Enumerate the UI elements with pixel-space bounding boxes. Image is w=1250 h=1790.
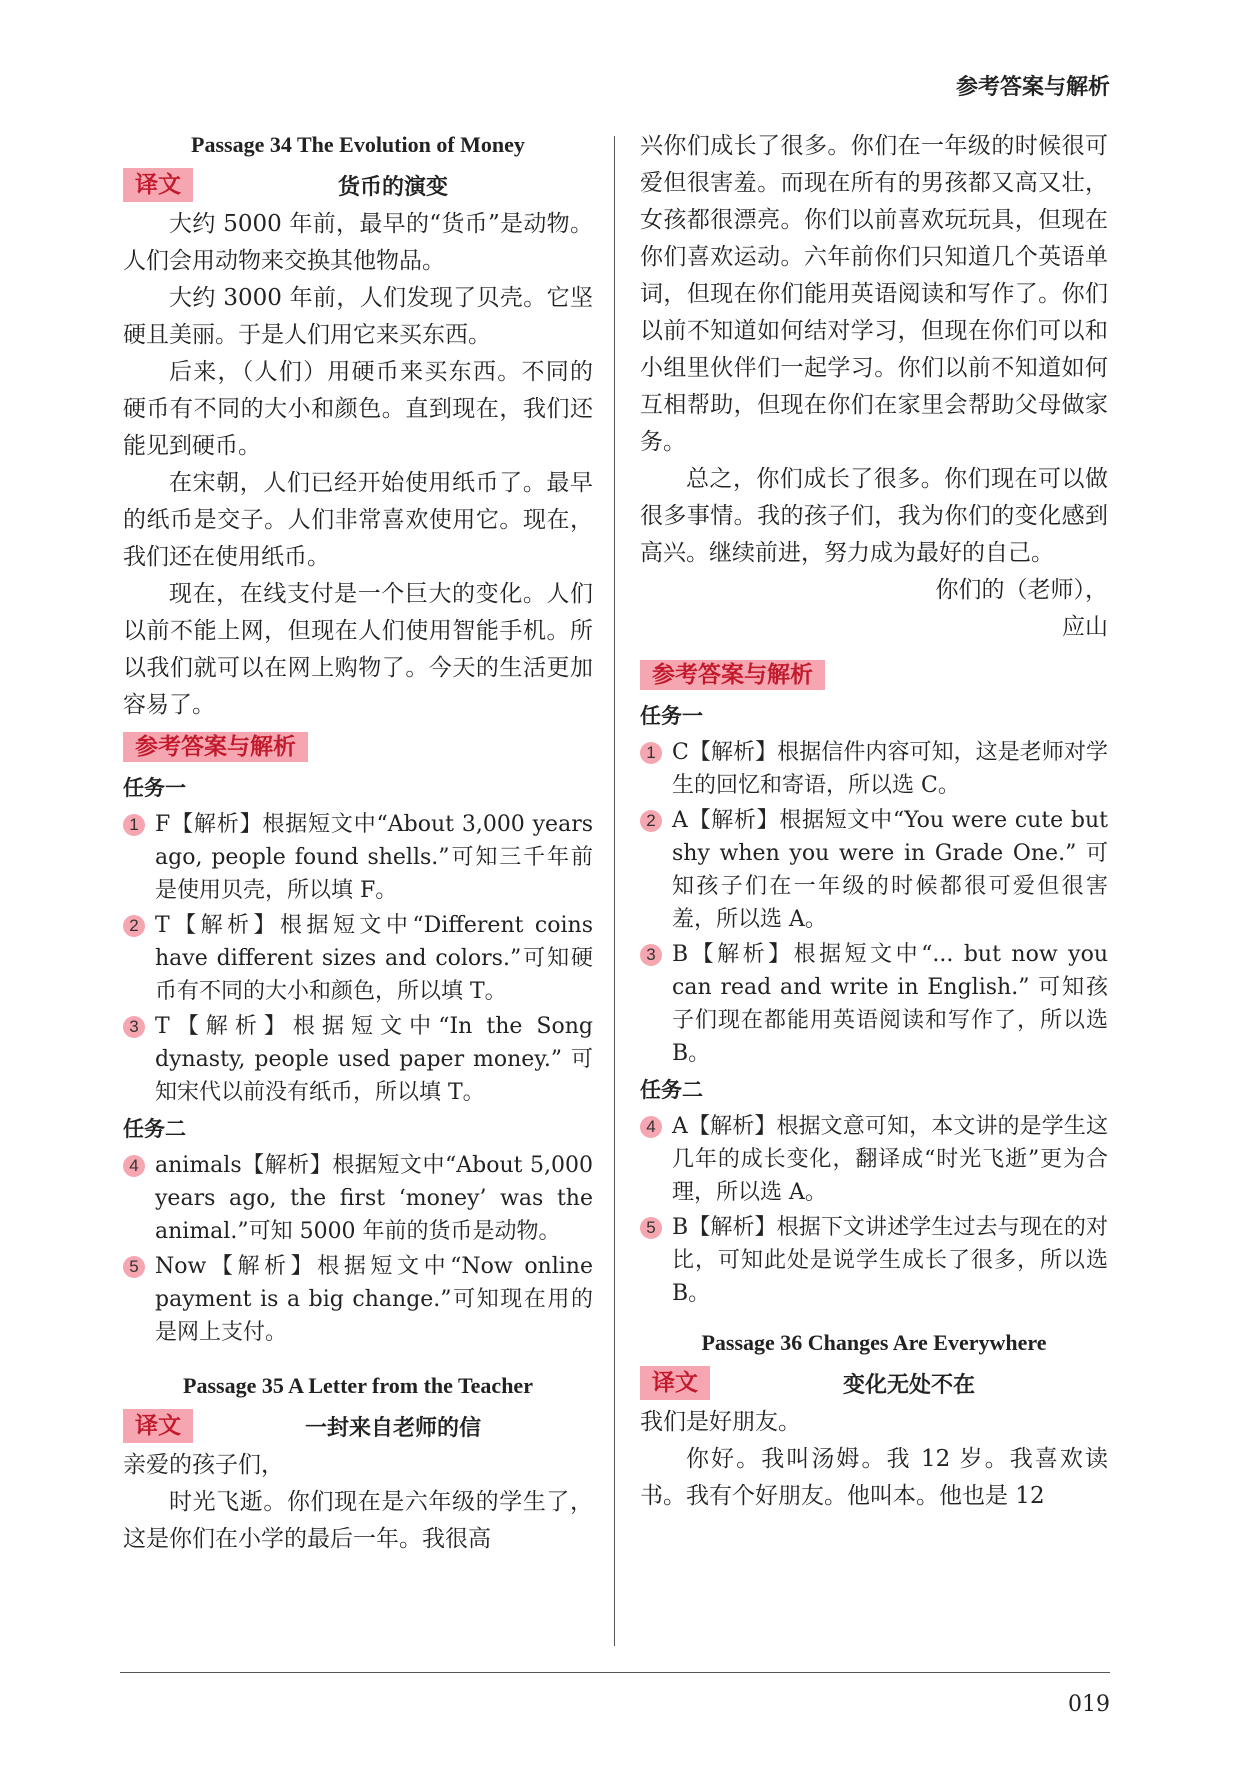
letter-paragraph: 时光飞逝。你们现在是六年级的学生了，这是你们在小学的最后一年。我很高 <box>123 1489 593 1552</box>
letter-signature-name: 应山 <box>1062 614 1108 640</box>
item-text: Now【解析】根据短文中“Now online payment is a big change.”可知现在用的是网上支付。 <box>155 1254 593 1345</box>
item-number: 5 <box>123 1256 145 1278</box>
item-number: 1 <box>640 742 662 764</box>
item-number: 3 <box>123 1016 145 1038</box>
page-number: 019 <box>1068 1692 1110 1717</box>
translation-paragraph: 现在，在线支付是一个巨大的变化。人们以前不能上网，但现在人们使用智能手机。所以我们就可以在网上购物了。今天的生活更加容易了。 <box>123 581 593 718</box>
item-number: 4 <box>123 1155 145 1177</box>
translation-title: 一封来自老师的信 <box>304 1415 481 1441</box>
answer-item <box>123 909 593 1008</box>
translation-tag: 译文 <box>123 1409 193 1443</box>
answers-tag: 参考答案与解析 <box>123 732 308 762</box>
answer-item <box>640 804 1108 936</box>
translation-paragraph: 在宋朝，人们已经开始使用纸币了。最早的纸币是交子。人们非常喜欢使用它。现在，我们还在使用纸币。 <box>123 470 593 570</box>
translation-paragraph: 后来，（人们）用硬币来买东西。不同的硬币有不同的大小和颜色。直到现在，我们还能见到硬币。 <box>123 359 593 459</box>
item-text: T【解析】根据短文中“Different coins have different sizes and colors.”可知硬币有不同的大小和颜色，所以填 T。 <box>155 913 593 1004</box>
answer-item <box>123 1149 593 1248</box>
column-divider <box>614 136 615 1646</box>
passage-35-translation-heading <box>123 1407 593 1445</box>
answer-item <box>123 1010 593 1109</box>
passage-36-title: Passage 36 Changes Are Everywhere <box>701 1330 1047 1355</box>
item-number: 5 <box>640 1217 662 1239</box>
translation-paragraph: 大约 5000 年前，最早的“货币”是动物。人们会用动物来交换其他物品。 <box>123 211 593 274</box>
letter-signature-line: 你们的（老师）， <box>935 577 1108 603</box>
running-header: 参考答案与解析 <box>955 75 1110 100</box>
item-text: T【解析】根据短文中“In the Song dynasty, people used paper money.” 可知宋代以前没有纸币，所以填 T。 <box>155 1014 593 1105</box>
letter-paragraph: 兴你们成长了很多。你们在一年级的时候很可爱但很害羞。而现在所有的男孩都又高又壮，女孩都很漂亮。你们以前喜欢玩玩具，但现在你们喜欢运动。六年前你们只知道几个英语单词，但现在你们能用英语阅读和写作了。你们以前不知道如何结对学习，但现在你们可以和小组里伙伴们一起学习。你们以前不知道如何互相帮助，但现在你们在家里会帮助父母做家务。 <box>640 133 1108 455</box>
translation-tag: 译文 <box>123 168 193 202</box>
item-text: F【解析】根据短文中“About 3,000 years ago, people found shells.”可知三千年前是使用贝壳，所以填 F。 <box>155 812 593 903</box>
translation-title: 货币的演变 <box>337 174 448 200</box>
answer-item <box>640 1211 1108 1310</box>
task-two-heading: 任务二 <box>640 1078 703 1102</box>
translation-paragraph: 大约 3000 年前，人们发现了贝壳。它坚硬且美丽。于是人们用它来买东西。 <box>123 285 593 348</box>
item-text: A【解析】根据文意可知，本文讲的是学生这几年的成长变化，翻译成“时光飞逝”更为合理，所以选 A。 <box>672 1114 1108 1205</box>
passage-34-title: Passage 34 The Evolution of Money <box>191 132 525 157</box>
left-column <box>123 128 593 1558</box>
item-text: C【解析】根据信件内容可知，这是老师对学生的回忆和寄语，所以选 C。 <box>672 740 1108 798</box>
task-one-heading: 任务一 <box>640 704 703 728</box>
letter-greeting: 亲爱的孩子们， <box>123 1452 284 1478</box>
footer-rule <box>120 1672 1110 1673</box>
item-text: A【解析】根据短文中“You were cute but shy when you were in Grade One.” 可知孩子们在一年级的时候都很可爱但很害羞，所以选 A。 <box>672 808 1108 932</box>
passage-35-title: Passage 35 A Letter from the Teacher <box>183 1373 533 1398</box>
answers-tag: 参考答案与解析 <box>640 660 825 690</box>
passage-36-translation-heading <box>640 1364 1108 1402</box>
answer-item <box>640 736 1108 802</box>
item-number: 2 <box>123 915 145 937</box>
translation-line: 我们是好朋友。 <box>640 1409 801 1435</box>
item-text: B【解析】根据下文讲述学生过去与现在的对比，可知此处是说学生成长了很多，所以选 B。 <box>672 1215 1108 1306</box>
item-number: 3 <box>640 944 662 966</box>
translation-paragraph: 你好。我叫汤姆。我 12 岁。我喜欢读书。我有个好朋友。他叫本。他也是 12 <box>640 1446 1108 1509</box>
item-text: B【解析】根据短文中“... but now you can read and write in English.” 可知孩子们现在都能用英语阅读和写作了，所以选 B。 <box>672 942 1108 1066</box>
task-two-heading: 任务二 <box>123 1117 186 1141</box>
right-column <box>640 128 1108 1515</box>
item-text: animals【解析】根据短文中“About 5,000 years ago, the first ‘money’ was the animal.”可知 5000 年前的货币是动物。 <box>155 1153 593 1244</box>
letter-paragraph: 总之，你们成长了很多。你们现在可以做很多事情。我的孩子们，我为你们的变化感到高兴。继续前进，努力成为最好的自己。 <box>640 466 1108 566</box>
task-one-heading: 任务一 <box>123 776 186 800</box>
answer-item <box>640 1110 1108 1209</box>
item-number: 4 <box>640 1116 662 1138</box>
answer-item <box>123 1250 593 1349</box>
answer-item <box>123 808 593 907</box>
item-number: 2 <box>640 810 662 832</box>
passage-34-translation-heading <box>123 166 593 204</box>
item-number: 1 <box>123 814 145 836</box>
answer-item <box>640 938 1108 1070</box>
translation-title: 变化无处不在 <box>842 1372 975 1398</box>
translation-tag: 译文 <box>640 1366 710 1400</box>
